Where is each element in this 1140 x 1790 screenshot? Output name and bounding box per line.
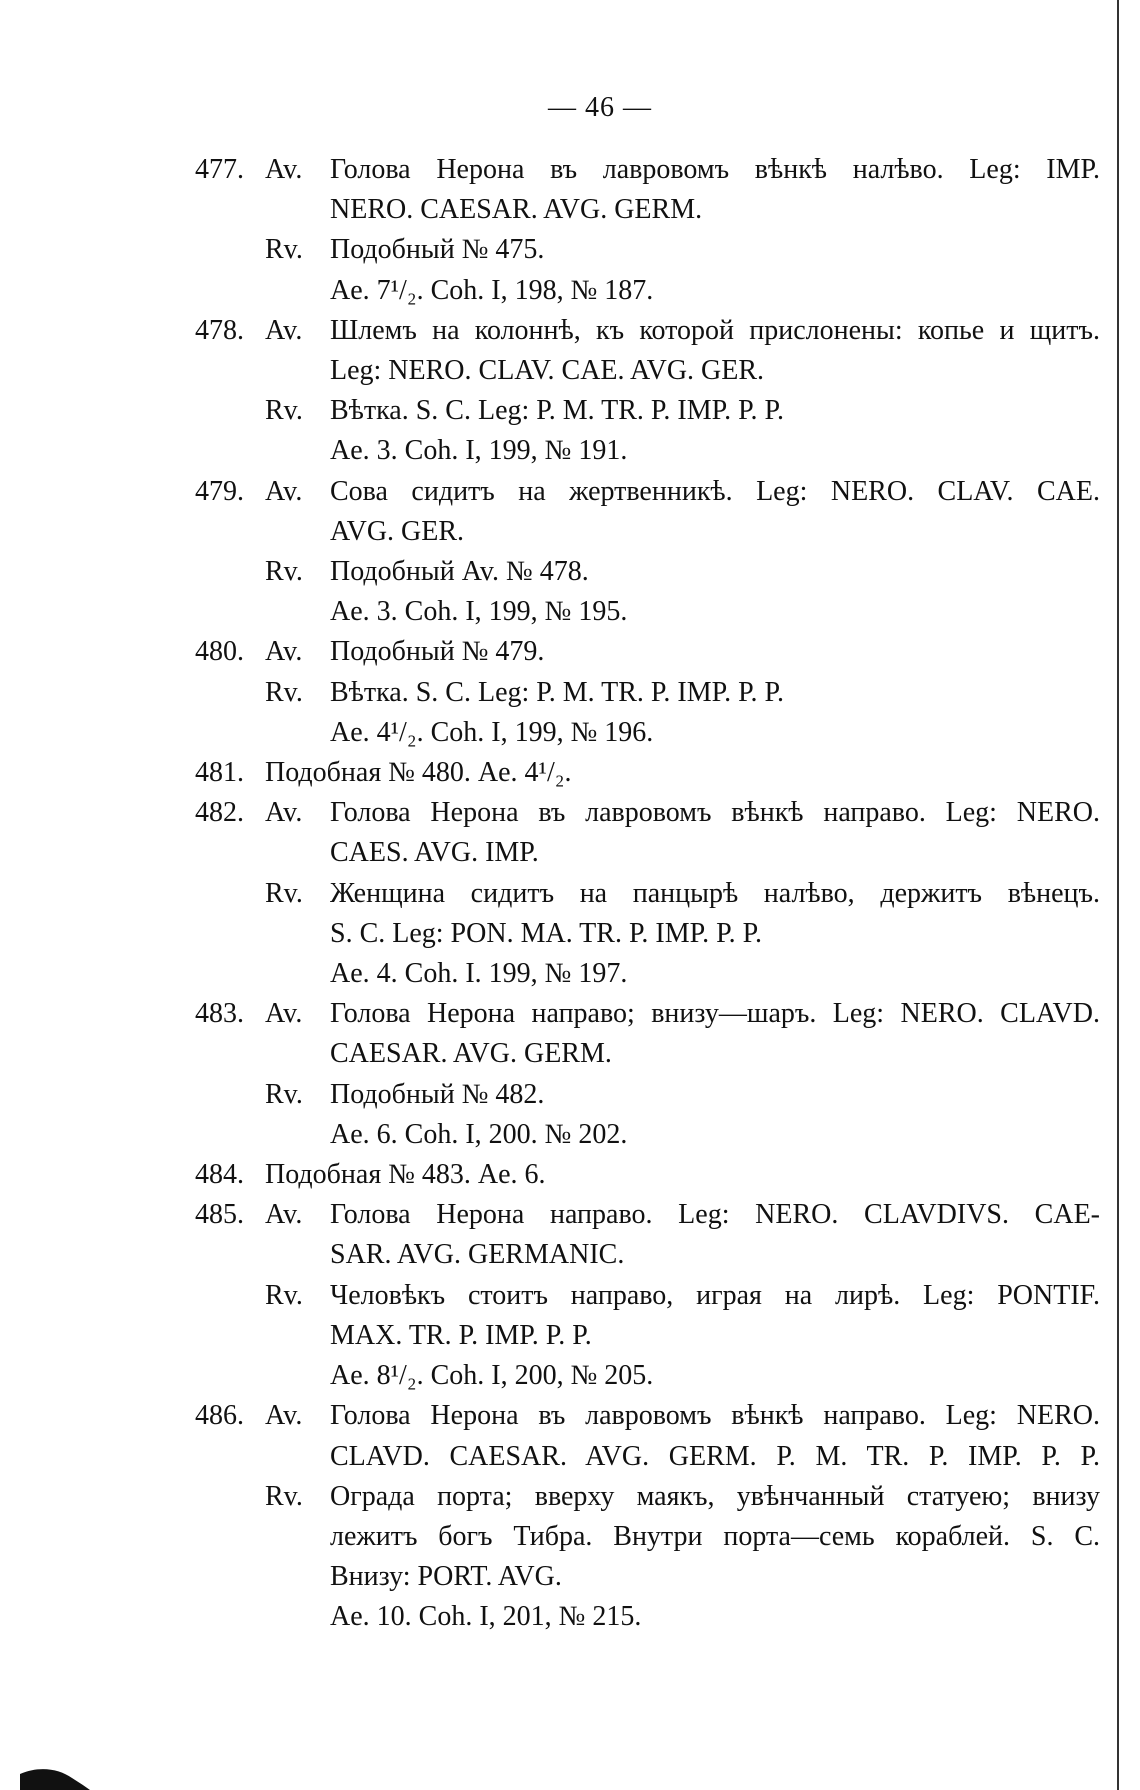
obverse-tag: Av.: [265, 998, 303, 1030]
entry-text: Вѣтка. S. C. Leg: P. M. TR. P. IMP. P. P.: [330, 676, 785, 708]
entry-number: 484.: [195, 1159, 244, 1191]
catalog-entry: [195, 753, 1100, 793]
entry-text: Вѣтка. S. C. Leg: P. M. TR. P. IMP. P. P.: [330, 395, 785, 427]
entry-line: [195, 1075, 1100, 1115]
entry-number: 477.: [195, 154, 244, 185]
entry-number: 478.: [195, 314, 244, 346]
entry-line: Ae. 7¹/₂. Coh. I, 198, № 187.: [330, 274, 654, 306]
entry-line: [195, 150, 1100, 190]
entry-line: [195, 1477, 1100, 1517]
catalog-entry: [195, 994, 1100, 1155]
entry-text: Подобный № 479.: [330, 636, 545, 668]
entry-text: Подобная № 483. Ae. 6.: [265, 1159, 546, 1191]
catalog-entry: [195, 472, 1100, 633]
obverse-tag: Av.: [265, 1199, 303, 1231]
catalog-entry: [195, 793, 1100, 994]
reverse-tag: Rv.: [265, 234, 303, 266]
entry-line: S. C. Leg: PON. MA. TR. P. IMP. P. P.: [330, 917, 763, 949]
entry-text: Человѣкъ стоитъ направо, играя на лирѣ. Leg: PONTIF.: [330, 1279, 1100, 1311]
entry-line: Ae. 3. Coh. I, 199, № 191.: [330, 435, 628, 467]
obverse-tag: Av.: [265, 1400, 303, 1432]
obverse-tag: Av.: [265, 797, 303, 829]
catalog-entry: [195, 1155, 1100, 1195]
page-number: — 46 —: [548, 92, 652, 123]
entry-line: Внизу: PORT. AVG.: [330, 1561, 562, 1593]
obverse-tag: Av.: [265, 314, 303, 346]
reverse-tag: Rv.: [265, 676, 303, 708]
reverse-tag: Rv.: [265, 1480, 303, 1512]
entry-text: Голова Нерона въ лавровомъ вѣнкѣ направо. Leg: NERO.: [330, 797, 1100, 829]
entry-line: CLAVD. CAESAR. AVG. GERM. P. M. TR. P. IMP. P. P.: [330, 1440, 1100, 1472]
catalog-entry: [195, 1396, 1100, 1637]
entry-text: Подобный Av. № 478.: [330, 556, 589, 588]
entry-text: Голова Нерона въ лавровомъ вѣнкѣ налѣво. Leg: IMP.: [330, 154, 1100, 185]
entry-line: [195, 793, 1100, 833]
entry-number: 480.: [195, 636, 244, 668]
entry-line: [195, 874, 1100, 914]
reverse-tag: Rv.: [265, 556, 303, 588]
obverse-tag: Av.: [265, 475, 303, 507]
entry-line: CAESAR. AVG. GERM.: [330, 1038, 612, 1070]
entry-line: [195, 994, 1100, 1034]
entry-text: Подобный № 475.: [330, 234, 545, 266]
entry-line: [195, 552, 1100, 592]
entry-line: CAES. AVG. IMP.: [330, 837, 539, 869]
entry-line: [195, 472, 1100, 512]
entry-text: Сова сидитъ на жертвенникѣ. Leg: NERO. CLAV. CAE.: [330, 475, 1100, 507]
catalog-entries: [195, 150, 1100, 1638]
entry-text: Женщина сидитъ на панцырѣ налѣво, держитъ вѣнецъ.: [330, 877, 1100, 909]
entry-line: Ae. 10. Coh. I, 201, № 215.: [330, 1601, 642, 1633]
entry-number: 479.: [195, 475, 244, 507]
entry-number: 486.: [195, 1400, 244, 1432]
catalog-entry: [195, 150, 1100, 311]
entry-text: Подобный № 482.: [330, 1078, 545, 1110]
entry-line: лежитъ богъ Тибра. Внутри порта—семь кораблей. S. C.: [330, 1520, 1100, 1552]
entry-line: MAX. TR. P. IMP. P. P.: [330, 1319, 592, 1351]
entry-text: Голова Нерона направо. Leg: NERO. CLAVDIVS. CAE-: [330, 1199, 1100, 1231]
page-edge-line: [1117, 0, 1119, 1790]
reverse-tag: Rv.: [265, 395, 303, 427]
entry-number: 485.: [195, 1199, 244, 1231]
catalog-entry: [195, 311, 1100, 472]
entry-line: [195, 673, 1100, 713]
entry-line: [195, 753, 1100, 793]
entry-line: [195, 1396, 1100, 1436]
entry-line: [195, 311, 1100, 351]
reverse-tag: Rv.: [265, 1078, 303, 1110]
entry-text: Шлемъ на колоннѣ, къ которой прислонены: копье и щитъ.: [330, 314, 1100, 346]
entry-number: 482.: [195, 797, 244, 829]
entry-text: Подобная № 480. Ae. 4¹/₂.: [265, 757, 572, 789]
obverse-tag: Av.: [265, 154, 303, 185]
entry-line: [195, 1276, 1100, 1316]
ink-blot-mark: [20, 1760, 90, 1790]
entry-line: [195, 230, 1100, 270]
entry-line: NERO. CAESAR. AVG. GERM.: [330, 194, 703, 226]
entry-line: SAR. AVG. GERMANIC.: [330, 1239, 625, 1271]
entry-line: [195, 391, 1100, 431]
entry-line: Ae. 4. Coh. I. 199, № 197.: [330, 958, 628, 990]
entry-text: Голова Нерона въ лавровомъ вѣнкѣ направо. Leg: NERO.: [330, 1400, 1100, 1432]
entry-line: [195, 1195, 1100, 1235]
entry-number: 481.: [195, 757, 244, 789]
entry-line: Leg: NERO. CLAV. CAE. AVG. GER.: [330, 355, 765, 387]
entry-text: Голова Нерона направо; внизу—шаръ. Leg: NERO. CLAVD.: [330, 998, 1100, 1030]
reverse-tag: Rv.: [265, 1279, 303, 1311]
entry-text: Ограда порта; вверху маякъ, увѣнчанный статуею; внизу: [330, 1480, 1100, 1512]
obverse-tag: Av.: [265, 636, 303, 668]
entry-number: 483.: [195, 998, 244, 1030]
catalog-entry: [195, 632, 1100, 753]
entry-line: Ae. 6. Coh. I, 200. № 202.: [330, 1118, 628, 1150]
entry-line: Ae. 8¹/₂. Coh. I, 200, № 205.: [330, 1360, 654, 1392]
entry-line: [195, 632, 1100, 672]
entry-line: Ae. 4¹/₂. Coh. I, 199, № 196.: [330, 716, 654, 748]
entry-line: AVG. GER.: [330, 515, 465, 547]
entry-line: [195, 1155, 1100, 1195]
catalog-entry: [195, 1195, 1100, 1396]
reverse-tag: Rv.: [265, 877, 303, 909]
entry-line: Ae. 3. Coh. I, 199, № 195.: [330, 596, 628, 628]
